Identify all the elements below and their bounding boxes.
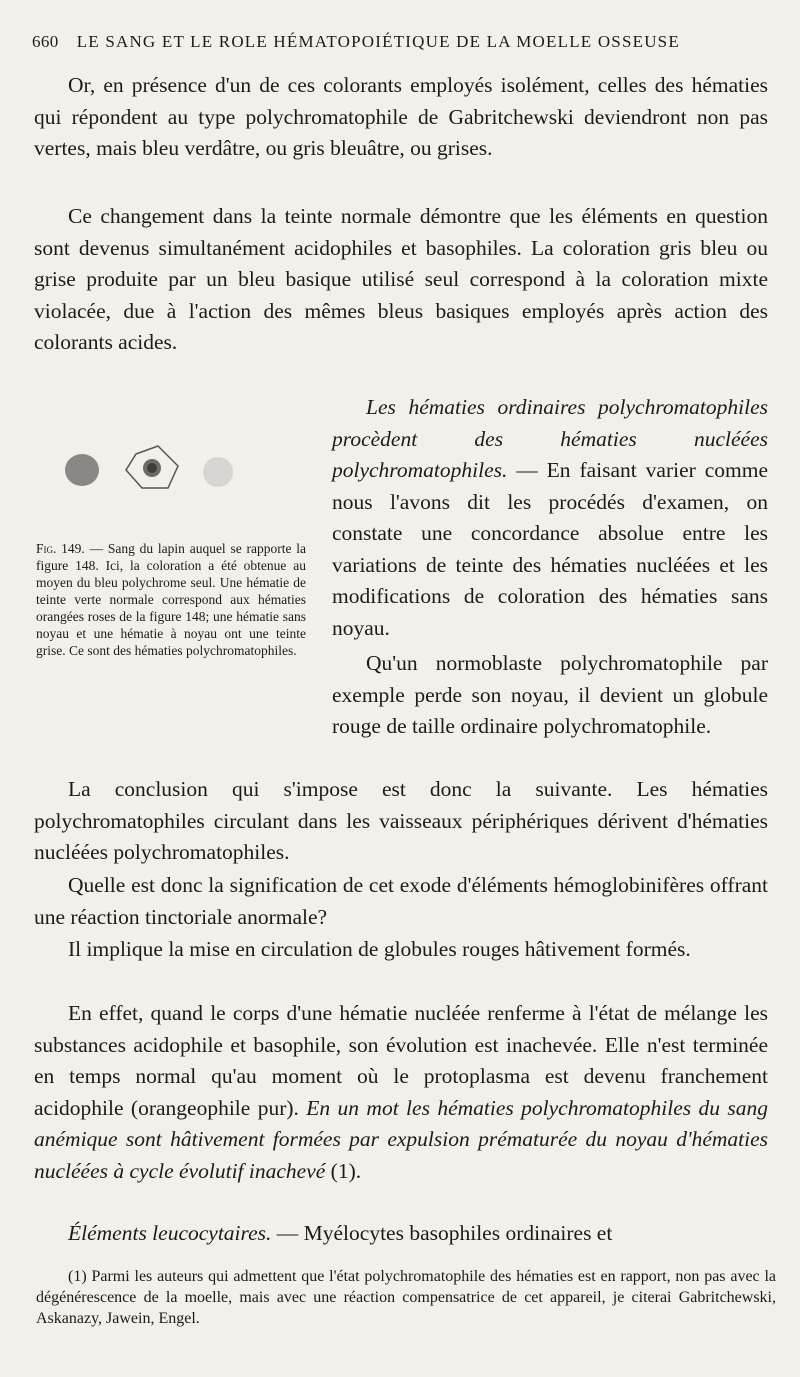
paragraph-8-italic: En un mot les hématies polychromatophiles du sang anémique sont hâtivement formées par expulsion prématurée du noyau d'hématies nucléées à cycle évolutif inachevé — [34, 1095, 768, 1183]
blood-cells-drawing — [58, 440, 268, 500]
page-number: 660 — [32, 32, 59, 51]
figure-caption — [36, 540, 306, 659]
paragraph-9-italic: Éléments leucocytaires. — [68, 1221, 272, 1245]
running-title: LE SANG ET LE ROLE HÉMATOPOIÉTIQUE DE LA MOELLE OSSEUSE — [76, 32, 680, 51]
paragraph-9 — [34, 1218, 768, 1250]
paragraph-5: La conclusion qui s'impose est donc la suivante. Les hématies polychromatophiles circulant dans les vaisseaux périphériques dérivent d'hématies nucléées polychromatophiles. — [34, 777, 768, 864]
nucleated-hematie-nucleus-core — [147, 463, 157, 473]
paragraph-8 — [34, 998, 768, 1187]
running-header — [32, 32, 772, 52]
grey-hematie-dark — [65, 454, 99, 486]
figure-caption-text: — Sang du lapin auquel se rapporte la figure 148. Ici, la coloration a été obtenue au moyen du bleu polychrome seul. Une hématie de teinte verte normale correspond aux hématies orangées roses de la figure 148; une hématie sans noyau et une hématie à noyau ont une teinte grise. Ce sont des hématies polychromatophiles. — [36, 541, 306, 658]
paragraph-7: Il implique la mise en circulation de globules rouges hâtivement formés. — [68, 937, 691, 961]
paragraph-1: Or, en présence d'un de ces colorants employés isolément, celles des hématies qui répondent au type polychromatophile de Gabritchewski deviendront non pas vertes, mais bleu verdâtre, ou gris bleuâtre, ou grises. — [34, 73, 768, 160]
paragraph-9-rest: — Myélocytes basophiles ordinaires et — [271, 1221, 613, 1245]
paragraph-3-rest: — En faisant varier comme nous l'avons dit les procédés d'examen, on constate une concordance absolue entre les variations de teinte des hématies nucléées et les modifications de coloration des hématies sans noyau. — [332, 458, 768, 640]
paragraph-6: Quelle est donc la signification de cet exode d'éléments hémoglobinifères offrant une réaction tinctoriale anormale? — [34, 873, 768, 929]
paragraph-2: Ce changement dans la teinte normale démontre que les éléments en question sont devenus simultanément acidophiles et basophiles. La coloration gris bleu ou grise produite par un bleu basique utilisé seul correspond à la coloration mixte violacée, due à l'action des mêmes bleus basiques employés après action des colorants acides. — [34, 204, 768, 354]
footnote: (1) Parmi les auteurs qui admettent que l'état polychromatophile des hématies est en rapport, non pas avec la dégénérescence de la moelle, mais avec une réaction compensatrice de cet appareil, je citerai Gabritchewski, Askanazy, Jawein, Engel. — [36, 1268, 776, 1327]
figure-label: Fig. 149. — [36, 541, 85, 556]
paragraph-4: Qu'un normoblaste polychromatophile par exemple perde son noyau, il devient un globule rouge de taille ordinaire polychromatophile. — [332, 651, 768, 738]
paragraph-3-italic: Les hématies ordinaires polychromatophiles procèdent des hématies nucléées polychromatophiles. — [332, 395, 768, 482]
paragraph-8-end: (1). — [325, 1158, 362, 1183]
paragraph-8-plain: En effet, quand le corps d'une hématie nucléée renferme à l'état de mélange les substances acidophile et basophile, son évolution est inachevée. Elle n'est terminée en temps normal qu'au moment où le protoplasma est devenu franchement acidophile (orangeophile pur). — [34, 1001, 768, 1120]
green-hematie-light — [203, 457, 233, 487]
paragraph-3 — [332, 392, 768, 644]
figure-149-illustration — [58, 440, 268, 500]
